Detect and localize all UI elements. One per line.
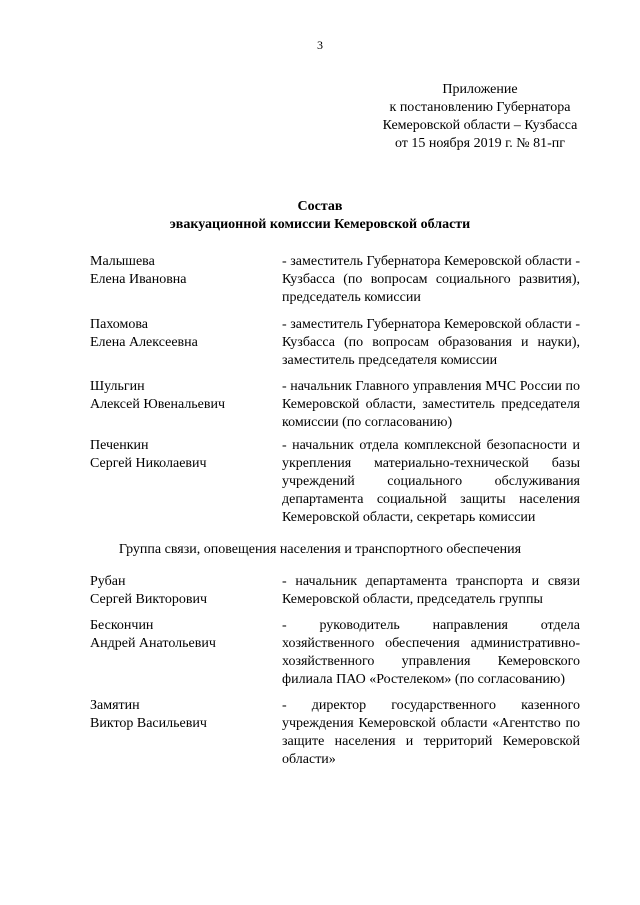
member-role: - начальник департамента транспорта и связи Кемеровской области, председатель группы (282, 574, 580, 607)
appendix-note (360, 81, 600, 153)
member-surname: Рубан (90, 574, 126, 589)
member-surname: Бескончин (90, 618, 154, 633)
member-role: - заместитель Губернатора Кемеровской области - Кузбасса (по вопросам социального развития), председатель комиссии (282, 254, 580, 305)
appendix-line: Кемеровской области – Кузбасса (382, 118, 578, 133)
member-surname: Печенкин (90, 438, 149, 453)
member-surname: Замятин (90, 698, 140, 713)
member-given-name: Сергей Николаевич (90, 456, 207, 471)
appendix-line: Приложение (442, 82, 518, 97)
title-line: эвакуационной комиссии Кемеровской области (169, 217, 471, 232)
member-given-name: Виктор Васильевич (90, 716, 207, 731)
member-surname: Шульгин (90, 379, 145, 394)
member-role: - начальник Главного управления МЧС России по Кемеровской области, заместитель председателя комиссии (по согласованию) (282, 379, 580, 430)
member-name (90, 697, 270, 733)
member-role: - заместитель Губернатора Кемеровской области - Кузбасса (по вопросам образования и науки), заместитель председателя комиссии (282, 317, 580, 368)
member-given-name: Алексей Ювенальевич (90, 397, 226, 412)
title-line: Состав (297, 199, 343, 214)
member-name (90, 316, 270, 352)
appendix-line: от 15 ноября 2019 г. № 81-пг (394, 136, 566, 151)
member-name (90, 617, 270, 653)
member-role: - руководитель направления отдела хозяйственного обеспечения административно-хозяйственного управления Кемеровского филиала ПАО «Ростелеком» (по согласованию) (282, 618, 580, 687)
member-name (90, 253, 270, 289)
member-given-name: Сергей Викторович (90, 592, 208, 607)
group-heading: Группа связи, оповещения населения и транспортного обеспечения (118, 542, 522, 557)
member-role: - начальник отдела комплексной безопасности и укрепления материально-технической базы учреждений социального обслуживания департамента социальной защиты населения Кемеровской области, секретарь комиссии (282, 438, 580, 525)
member-surname: Малышева (90, 254, 155, 269)
member-given-name: Елена Алексеевна (90, 335, 198, 350)
member-given-name: Андрей Анатольевич (90, 636, 216, 651)
member-name (90, 573, 270, 609)
member-role: - директор государственного казенного учреждения Кемеровской области «Агентство по защите населения и территорий Кемеровской области» (282, 698, 580, 767)
member-given-name: Елена Ивановна (90, 272, 187, 287)
member-name (90, 437, 270, 473)
member-name (90, 378, 270, 414)
document-title (0, 198, 640, 234)
appendix-line: к постановлению Губернатора (389, 100, 571, 115)
member-surname: Пахомова (90, 317, 149, 332)
page-number: 3 (317, 38, 323, 52)
